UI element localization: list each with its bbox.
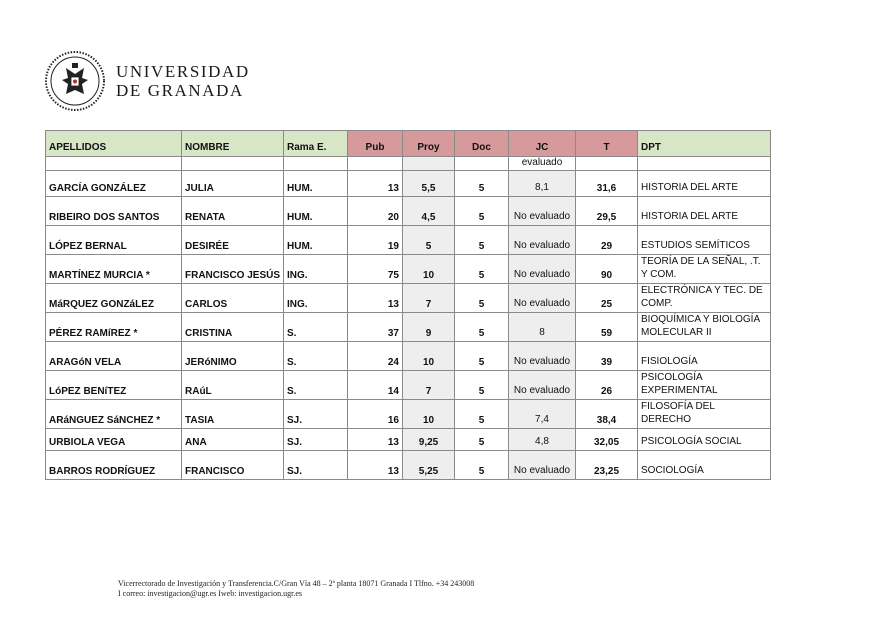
cell-t: 29,5: [576, 197, 638, 226]
cell-pub: 14: [348, 371, 403, 400]
cell-proy: 5,5: [403, 171, 455, 197]
cell-nombre: CARLOS: [182, 284, 284, 313]
university-seal-icon: [44, 50, 106, 112]
cell-empty: [576, 157, 638, 171]
cell-jc: No evaluado: [509, 226, 576, 255]
cell-empty: [46, 157, 182, 171]
cell-jc: No evaluado: [509, 255, 576, 284]
cell-apellidos: MARTÍNEZ MURCIA *: [46, 255, 182, 284]
cell-t: 29: [576, 226, 638, 255]
cell-dpt: PSICOLOGÍA EXPERIMENTAL: [638, 371, 771, 400]
cell-pub: 13: [348, 451, 403, 480]
cell-jc: No evaluado: [509, 342, 576, 371]
cell-doc: 5: [455, 226, 509, 255]
table-row: [46, 429, 771, 451]
col-header-rama: Rama E.: [284, 131, 348, 157]
cell-rama: SJ.: [284, 429, 348, 451]
cell-apellidos: LóPEZ BENíTEZ: [46, 371, 182, 400]
cell-empty: [403, 157, 455, 171]
cell-apellidos: ARAGóN VELA: [46, 342, 182, 371]
cell-nombre: FRANCISCO JESÚS: [182, 255, 284, 284]
cell-proy: 9,25: [403, 429, 455, 451]
col-header-apellidos: APELLIDOS: [46, 131, 182, 157]
cell-doc: 5: [455, 371, 509, 400]
university-name-line2: DE GRANADA: [116, 81, 244, 100]
cell-jc: No evaluado: [509, 197, 576, 226]
col-header-nombre: NOMBRE: [182, 131, 284, 157]
cell-apellidos: PÉREZ RAMíREZ *: [46, 313, 182, 342]
table-row: [46, 342, 771, 371]
cell-proy: 7: [403, 371, 455, 400]
university-name: [116, 62, 250, 100]
cell-empty: [455, 157, 509, 171]
cell-jc: 7,4: [509, 400, 576, 429]
col-header-t: T: [576, 131, 638, 157]
cell-rama: HUM.: [284, 197, 348, 226]
cell-t: 26: [576, 371, 638, 400]
cell-nombre: ANA: [182, 429, 284, 451]
cell-empty: [284, 157, 348, 171]
cell-dpt: FILOSOFÍA DEL DERECHO: [638, 400, 771, 429]
cell-pub: 24: [348, 342, 403, 371]
cell-pub: 20: [348, 197, 403, 226]
cell-apellidos: MáRQUEZ GONZáLEZ: [46, 284, 182, 313]
footer-address: Vicerrectorado de Investigación y Transferencia.C/Gran Vía 48 – 2ª planta 18071 Granada I Tlfno. +34 243008: [118, 579, 475, 588]
cell-apellidos: URBIOLA VEGA: [46, 429, 182, 451]
cell-nombre: FRANCISCO: [182, 451, 284, 480]
cell-doc: 5: [455, 284, 509, 313]
cell-jc: 8: [509, 313, 576, 342]
cell-apellidos: GARCÍA GONZÁLEZ: [46, 171, 182, 197]
col-header-dpt: DPT: [638, 131, 771, 157]
cell-doc: 5: [455, 197, 509, 226]
table-row: [46, 371, 771, 400]
cell-proy: 5: [403, 226, 455, 255]
cell-dpt: PSICOLOGÍA SOCIAL: [638, 429, 771, 451]
cell-empty: [638, 157, 771, 171]
cell-t: 23,25: [576, 451, 638, 480]
cell-pub: 13: [348, 171, 403, 197]
cell-pub: 37: [348, 313, 403, 342]
cell-apellidos: LÓPEZ BERNAL: [46, 226, 182, 255]
cell-dpt: HISTORIA DEL ARTE: [638, 197, 771, 226]
table-row: [46, 197, 771, 226]
cell-jc: 4,8: [509, 429, 576, 451]
cell-dpt: BIOQUÍMICA Y BIOLOGÍA MOLECULAR II: [638, 313, 771, 342]
cell-dpt: ESTUDIOS SEMÍTICOS: [638, 226, 771, 255]
col-header-doc: Doc: [455, 131, 509, 157]
col-header-jc: JC: [509, 131, 576, 157]
table-row: [46, 400, 771, 429]
results-table: [45, 130, 771, 480]
cell-pub: 16: [348, 400, 403, 429]
cell-proy: 10: [403, 255, 455, 284]
cell-proy: 4,5: [403, 197, 455, 226]
cell-doc: 5: [455, 429, 509, 451]
cell-proy: 5,25: [403, 451, 455, 480]
cell-apellidos: RIBEIRO DOS SANTOS: [46, 197, 182, 226]
cell-pub: 13: [348, 429, 403, 451]
cell-pub: 19: [348, 226, 403, 255]
cell-nombre: JULIA: [182, 171, 284, 197]
cell-rama: ING.: [284, 284, 348, 313]
cell-t: 38,4: [576, 400, 638, 429]
table-row: [46, 451, 771, 480]
cell-rama: S.: [284, 342, 348, 371]
col-header-pub: Pub: [348, 131, 403, 157]
cell-rama: SJ.: [284, 400, 348, 429]
cell-empty: [182, 157, 284, 171]
cell-doc: 5: [455, 313, 509, 342]
table-row: [46, 255, 771, 284]
cell-nombre: CRISTINA: [182, 313, 284, 342]
cell-rama: HUM.: [284, 226, 348, 255]
cell-t: 59: [576, 313, 638, 342]
cell-doc: 5: [455, 171, 509, 197]
university-name-line1: UNIVERSIDAD: [116, 62, 250, 81]
cell-apellidos: ARáNGUEZ SáNCHEZ *: [46, 400, 182, 429]
cell-doc: 5: [455, 451, 509, 480]
cell-doc: 5: [455, 342, 509, 371]
cell-dpt: FISIOLOGÍA: [638, 342, 771, 371]
cell-dpt: ELECTRÓNICA Y TEC. DE COMP.: [638, 284, 771, 313]
cell-dpt: HISTORIA DEL ARTE: [638, 171, 771, 197]
cell-doc: 5: [455, 255, 509, 284]
cell-apellidos: BARROS RODRÍGUEZ: [46, 451, 182, 480]
cell-jc: No evaluado: [509, 451, 576, 480]
cell-t: 90: [576, 255, 638, 284]
cell-jc: No evaluado: [509, 284, 576, 313]
table-header-row: [46, 131, 771, 157]
cell-t: 32,05: [576, 429, 638, 451]
cell-proy: 10: [403, 342, 455, 371]
cell-nombre: RAúL: [182, 371, 284, 400]
cell-jc: No evaluado: [509, 371, 576, 400]
cell-doc: 5: [455, 400, 509, 429]
table-row: [46, 226, 771, 255]
cell-dpt: SOCIOLOGÍA: [638, 451, 771, 480]
footer: [118, 579, 474, 599]
cell-rama: S.: [284, 371, 348, 400]
cell-proy: 7: [403, 284, 455, 313]
cell-rama: S.: [284, 313, 348, 342]
cell-rama: ING.: [284, 255, 348, 284]
university-logo: [44, 50, 250, 112]
cell-pub: 13: [348, 284, 403, 313]
cell-rama: SJ.: [284, 451, 348, 480]
cell-nombre: TASIA: [182, 400, 284, 429]
cell-jc: 8,1: [509, 171, 576, 197]
cell-proy: 10: [403, 400, 455, 429]
cell-nombre: JERóNIMO: [182, 342, 284, 371]
cell-t: 39: [576, 342, 638, 371]
cell-jc: evaluado: [509, 157, 576, 171]
table-row: [46, 171, 771, 197]
cell-proy: 9: [403, 313, 455, 342]
cell-empty: [348, 157, 403, 171]
cell-rama: HUM.: [284, 171, 348, 197]
footer-contact: I correo: investigacion@ugr.es Iweb: investigacion.ugr.es: [118, 589, 302, 598]
table-row-partial: [46, 157, 771, 171]
cell-pub: 75: [348, 255, 403, 284]
table-row: [46, 313, 771, 342]
cell-t: 25: [576, 284, 638, 313]
cell-nombre: RENATA: [182, 197, 284, 226]
table-row: [46, 284, 771, 313]
cell-nombre: DESIRÉE: [182, 226, 284, 255]
col-header-proy: Proy: [403, 131, 455, 157]
cell-t: 31,6: [576, 171, 638, 197]
cell-dpt: TEORÍA DE LA SEÑAL, .T. Y COM.: [638, 255, 771, 284]
